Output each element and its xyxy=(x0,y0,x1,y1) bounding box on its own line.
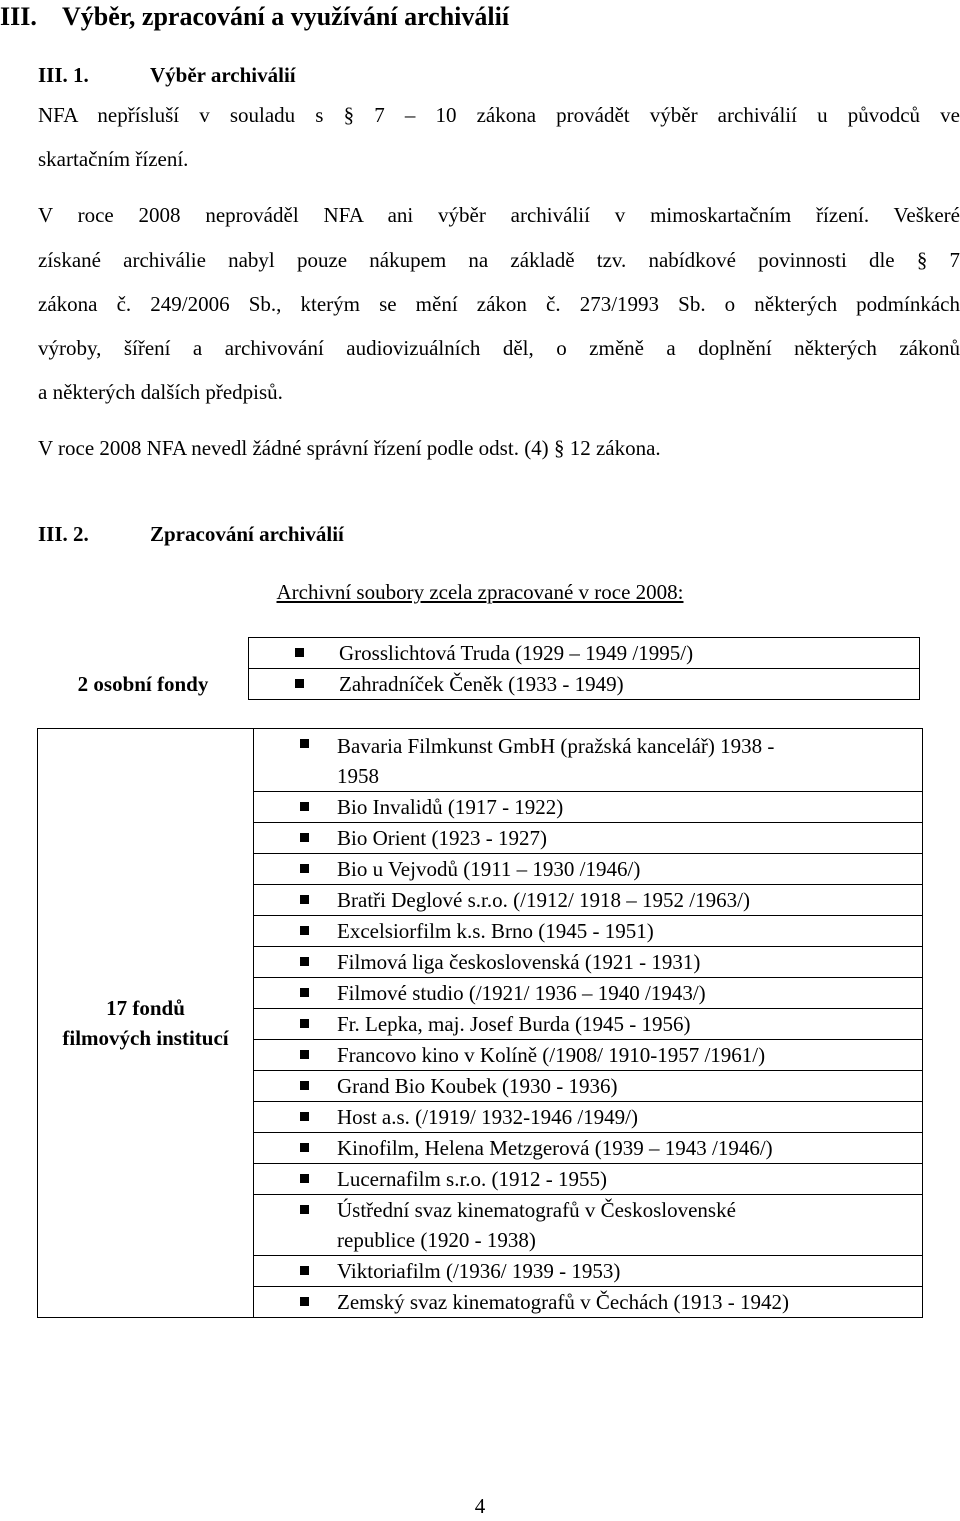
page-number: 4 xyxy=(474,1494,486,1518)
list-item-text: Bio Invalidů (1917 - 1922) xyxy=(337,795,564,819)
bullet-icon xyxy=(300,988,309,997)
bullet-icon xyxy=(300,802,309,811)
film-fonds-table xyxy=(37,728,923,1318)
film-fonds-label xyxy=(38,729,254,1318)
list-item-text: Grand Bio Koubek (1930 - 1936) xyxy=(337,1074,618,1098)
list-item-text: Bio Orient (1923 - 1927) xyxy=(337,826,547,850)
list-item xyxy=(254,1009,922,1040)
list-item xyxy=(254,1164,922,1195)
bullet-icon xyxy=(300,895,309,904)
list-item-text: Host a.s. (/1919/ 1932-1946 /1949/) xyxy=(337,1105,638,1129)
list-item-text: Ústřední svaz kinematografů v Československé xyxy=(337,1198,736,1222)
bullet-icon xyxy=(300,926,309,935)
main-heading-number: III. xyxy=(0,2,37,31)
list-item xyxy=(254,947,922,978)
personal-fonds-label: 2 osobní fondy xyxy=(38,638,249,700)
bullet-icon xyxy=(300,1112,309,1121)
film-fonds-label-line2: filmových institucí xyxy=(62,1026,229,1050)
main-heading xyxy=(0,2,509,32)
section2-number: III. 2. xyxy=(38,522,89,546)
section1-number: III. 1. xyxy=(38,63,89,87)
list-item xyxy=(254,1287,922,1317)
list-item-text: Viktoriafilm (/1936/ 1939 - 1953) xyxy=(337,1259,621,1283)
section1-para2-line5: a některých dalších předpisů. xyxy=(38,380,283,404)
list-item-text: Bio u Vejvodů (1911 – 1930 /1946/) xyxy=(337,857,641,881)
film-fonds-cell xyxy=(254,729,923,1318)
bullet-icon xyxy=(300,1019,309,1028)
film-fonds-label-line1: 17 fondů xyxy=(106,996,185,1020)
list-item xyxy=(254,916,922,947)
section-symbol: § xyxy=(343,103,355,127)
bullet-icon xyxy=(300,1266,309,1275)
list-item xyxy=(254,978,922,1009)
bullet-icon xyxy=(300,1143,309,1152)
list-item-text: Francovo kino v Kolíně (/1908/ 1910-1957 /1961/) xyxy=(337,1043,766,1067)
section1-para1-line2: skartačním řízení. xyxy=(38,147,189,171)
section-symbol: § xyxy=(553,436,565,460)
bullet-icon xyxy=(300,1174,309,1183)
table-caption: Archivní soubory zcela zpracované v roce 2008: xyxy=(276,580,684,604)
list-item xyxy=(254,823,922,854)
bullet-icon xyxy=(300,1205,309,1214)
list-item-text: Fr. Lepka, maj. Josef Burda (1945 - 1956) xyxy=(337,1012,691,1036)
bullet-icon xyxy=(300,739,309,748)
section1-para2-line2: získané archiválie nabyl pouze nákupem na základě tzv. nabídkové povinnosti dle § 7 xyxy=(38,248,960,272)
list-item-text-continued: 1958 xyxy=(337,764,379,788)
list-item-text: Zemský svaz kinematografů v Čechách (1913 - 1942) xyxy=(337,1290,789,1314)
main-heading-title: Výběr, zpracování a využívání archiválií xyxy=(62,2,510,31)
personal-fonds-cell xyxy=(249,638,920,700)
bullet-icon xyxy=(300,1297,309,1306)
list-item-text-continued: republice (1920 - 1938) xyxy=(337,1228,536,1252)
section2-title: Zpracování archiválií xyxy=(150,522,344,546)
bullet-icon xyxy=(300,1050,309,1059)
film-fonds-list xyxy=(254,729,922,1317)
bullet-icon xyxy=(300,833,309,842)
list-item xyxy=(254,729,922,792)
list-item-text: Excelsiorfilm k.s. Brno (1945 - 1951) xyxy=(337,919,654,943)
list-item-text: Bratři Deglové s.r.o. (/1912/ 1918 – 1952 /1963/) xyxy=(337,888,750,912)
section1-para2-line4: výroby, šíření a archivování audiovizuálních děl, o změně a doplnění některých zákonů xyxy=(38,336,960,360)
list-item xyxy=(254,885,922,916)
list-item xyxy=(254,792,922,823)
section1-para1-line1: NFA nepřísluší v souladu s § 7 – 10 zákona provádět výběr archiválií u původců ve xyxy=(38,103,960,127)
bullet-icon xyxy=(295,679,304,688)
section1-para3: V roce 2008 NFA nevedl žádné správní řízení podle odst. (4) § 12 zákona. xyxy=(38,436,661,460)
bullet-icon xyxy=(300,1081,309,1090)
section1-title: Výběr archiválií xyxy=(150,63,296,87)
section-symbol: § xyxy=(916,248,928,272)
personal-fonds-table xyxy=(38,637,920,700)
list-item-text: Bavaria Filmkunst GmbH (pražská kancelář) 1938 - xyxy=(337,734,775,758)
list-item xyxy=(254,1256,922,1287)
bullet-icon xyxy=(295,648,304,657)
list-item-text: Filmová liga československá (1921 - 1931) xyxy=(337,950,701,974)
list-item-text: Lucernafilm s.r.o. (1912 - 1955) xyxy=(337,1167,608,1191)
bullet-icon xyxy=(300,864,309,873)
section1-para2-line3: zákona č. 249/2006 Sb., kterým se mění zákon č. 273/1993 Sb. o některých podmínkách xyxy=(38,292,960,316)
bullet-icon xyxy=(300,957,309,966)
list-item-text: Kinofilm, Helena Metzgerová (1939 – 1943 /1946/) xyxy=(337,1136,773,1160)
list-item xyxy=(254,1102,922,1133)
personal-fonds-list xyxy=(249,638,919,699)
list-item: Zahradníček Čeněk (1933 - 1949) xyxy=(249,669,919,699)
list-item xyxy=(254,1071,922,1102)
list-item xyxy=(254,854,922,885)
list-item xyxy=(254,1040,922,1071)
list-item xyxy=(254,1133,922,1164)
list-item xyxy=(254,1195,922,1256)
list-item-text: Filmové studio (/1921/ 1936 – 1940 /1943/) xyxy=(337,981,706,1005)
section1-para2-line1: V roce 2008 neprováděl NFA ani výběr archiválií v mimoskartačním řízení. Veškeré xyxy=(38,203,960,227)
list-item: Grosslichtová Truda (1929 – 1949 /1995/) xyxy=(249,638,919,669)
